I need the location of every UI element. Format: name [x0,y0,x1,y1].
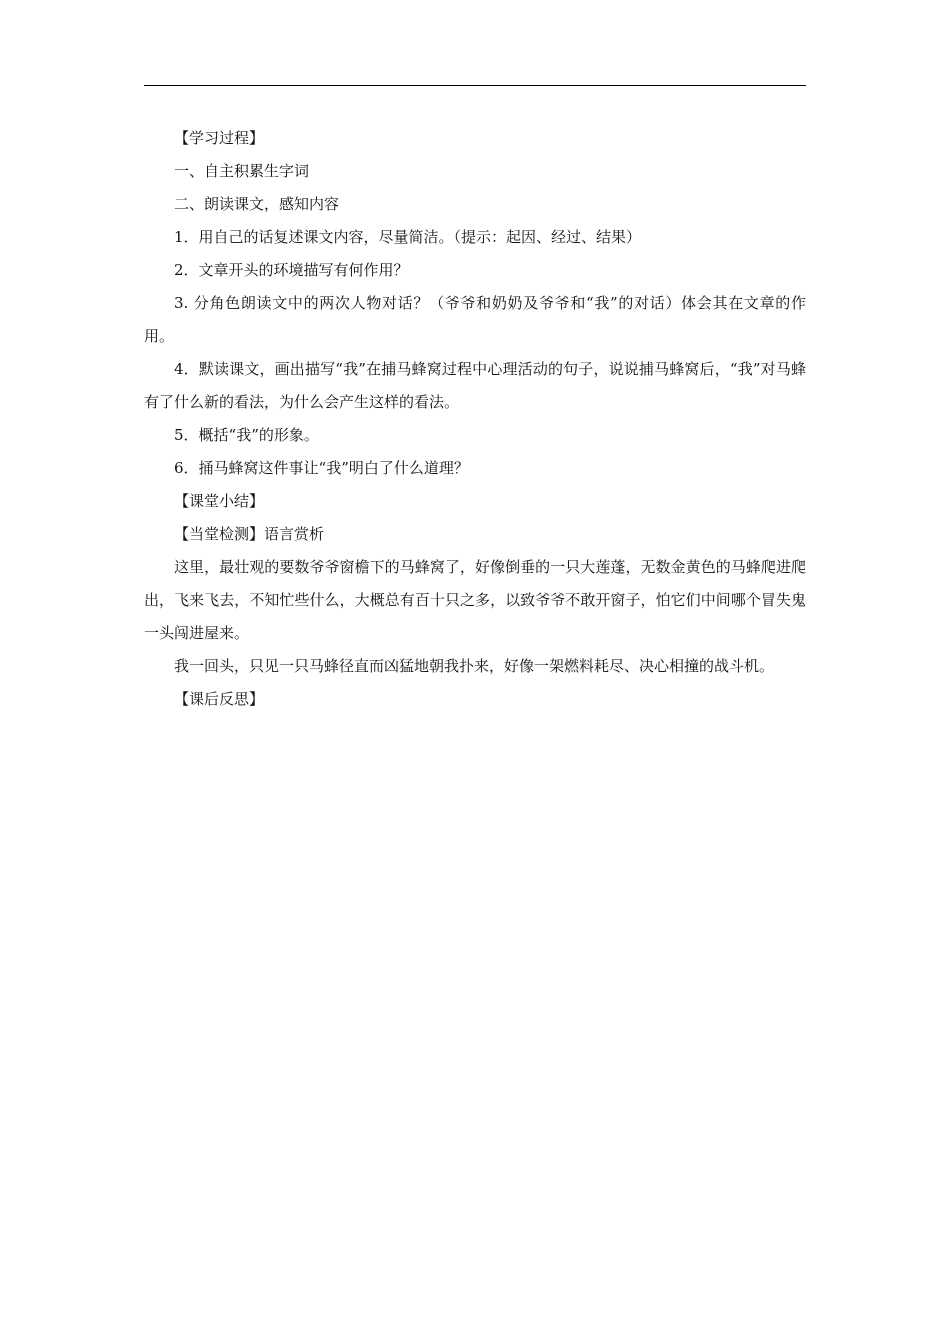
document-body [144,122,806,716]
passage-excerpt-2: 我一回头，只见一只马蜂径直而凶猛地朝我扑来，好像一架燃料耗尽、决心相撞的战斗机。 [174,657,775,675]
section-heading-class-summary: 【课堂小结】 [174,492,265,510]
header-rule [144,85,806,86]
question-2: 2．文章开头的环境描写有何作用？ [174,261,409,279]
step-vocabulary: 一、自主积累生字词 [174,162,310,180]
question-3: 3. 分角色朗读文中的两次人物对话？（爷爷和奶奶及爷爷和“我”的对话）体会其在文章的作用。 [144,294,806,345]
passage-excerpt-1: 这里，最壮观的要数爷爷窗檐下的马蜂窝了，好像倒垂的一只大莲蓬，无数金黄色的马蜂爬进爬出，飞来飞去，不知忙些什么，大概总有百十只之多，以致爷爷不敢开窗子，怕它们中间哪个冒失鬼一头闯进屋来。 [144,558,806,642]
question-5: 5．概括“我”的形象。 [174,426,319,444]
question-6: 6．捅马蜂窝这件事让“我”明白了什么道理？ [174,459,469,477]
section-heading-learning-process: 【学习过程】 [174,129,265,147]
question-4: 4．默读课文，画出描写“我”在捕马蜂窝过程中心理活动的句子，说说捕马蜂窝后，“我”对马蜂有了什么新的看法，为什么会产生这样的看法。 [144,360,806,411]
step-reading: 二、朗读课文，感知内容 [174,195,340,213]
section-heading-reflection: 【课后反思】 [174,690,265,708]
question-1: 1．用自己的话复述课文内容，尽量简洁。（提示：起因、经过、结果） [174,228,642,246]
section-heading-in-class-test: 【当堂检测】语言赏析 [174,525,325,543]
